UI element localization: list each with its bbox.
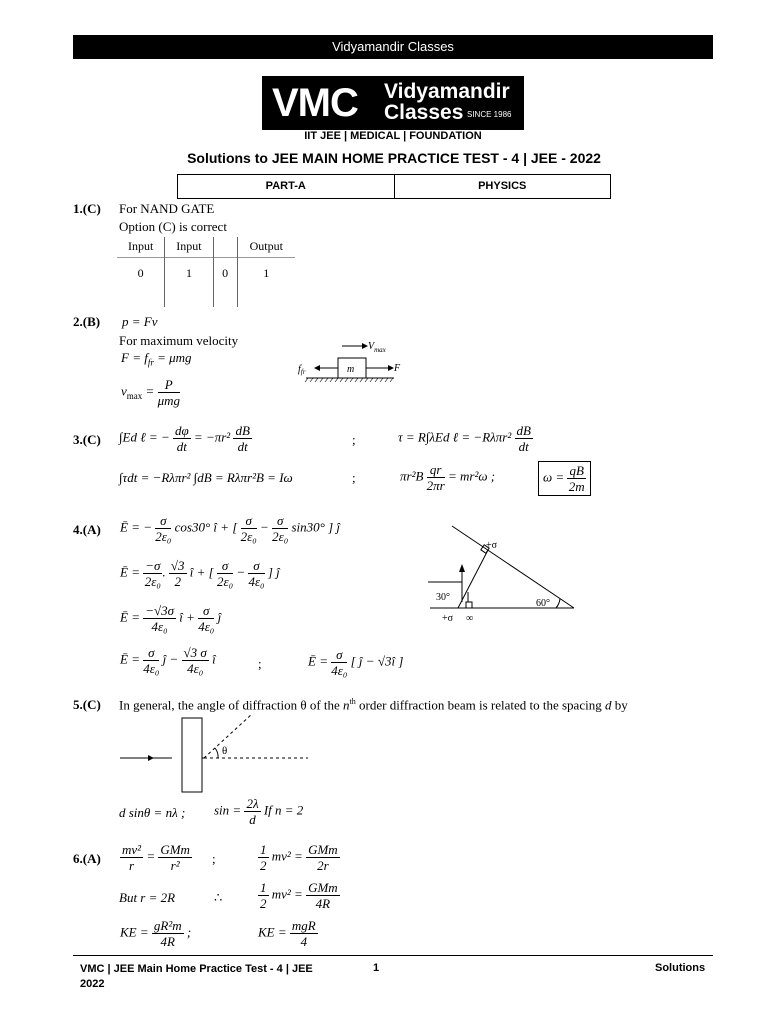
- q1-line1: For NAND GATE: [119, 201, 215, 216]
- q3-eq1: ∫Ed ℓ = − $\frac{d\varphi}{dt}$ = −πr² $\frac{dB}{dt}$: [119, 423, 250, 454]
- logo-line1: Vidyamandir: [384, 80, 510, 103]
- q3-eq3: ∫τdt = −Rλπr² ∫dB = Rλπr²B = Iω: [119, 470, 293, 485]
- q6-semicolon: ;: [212, 851, 216, 866]
- q6-eq1: $\frac{\text{mv²}}{r}$ = $\frac{\text{GMm}}{\text{r²}}$: [122, 842, 190, 873]
- part-table: [177, 174, 611, 199]
- q4-eq1: Ē = − $\frac{\sigma}{\text{2ε₀}}$ cos30° î + [ $\frac{\sigma}{\text{2ε₀}}$ − $\frac{\sigma}{\text{2ε₀}}$ sin30° ] ĵ: [120, 513, 341, 544]
- tt-header: [213, 237, 237, 257]
- fig-30: 30°: [436, 592, 450, 603]
- tt-cell: 0: [117, 257, 165, 307]
- q6-but: But r = 2R: [119, 890, 176, 905]
- truth-table: [117, 237, 295, 307]
- q6-number: 6.(A): [73, 851, 101, 866]
- tt-header: Output: [249, 239, 283, 254]
- q4-semicolon: ;: [258, 656, 262, 671]
- q6-ke2: KE = $\frac{\text{mgR}}{4}$: [258, 918, 316, 949]
- subject-label: PHYSICS: [478, 180, 527, 192]
- q6-eq2: $\frac{1}{2}$ mv² = $\frac{\text{GMm}}{2r}$: [260, 842, 338, 873]
- footer-left: VMC | JEE Main Home Practice Test - 4 | JEE 2022: [80, 963, 313, 990]
- q1-line2: Option (C) is correct: [119, 219, 227, 234]
- q6-therefore: ∴: [214, 890, 223, 905]
- wedge-figure: [418, 522, 578, 626]
- q3-eq2: τ = R∫λEd ℓ = −Rλπr² $\frac{dB}{dt}$: [398, 423, 531, 454]
- q2-number: 2.(B): [73, 314, 101, 329]
- q3-eq4: πr²B $\frac{qr}{2\pi r}$ = mr²ω ;: [400, 462, 496, 493]
- fig-F: F: [394, 363, 401, 374]
- tt-cell: 1: [263, 265, 270, 280]
- q4-eq2: Ē = $\frac{-\sigma}{\text{2ε₀}}$ . $\frac{√3}{2}$ î + [ $\frac{\sigma}{\text{2ε₀}}$ − $\frac{\sigma}{\text{4ε₀}}$ ] ĵ: [120, 558, 280, 589]
- header-bar: Vidyamandir Classes: [73, 35, 713, 59]
- fig-sigma-top: +σ: [486, 540, 498, 551]
- q4-eq3: Ē = $\frac{-√3\sigma}{\text{4ε₀}}$ î + $\frac{\sigma}{\text{4ε₀}}$ ĵ: [120, 603, 222, 634]
- block-figure: [296, 338, 408, 386]
- fig-m: m: [347, 364, 355, 375]
- part-label: PART-A: [178, 175, 395, 198]
- footer-right: Solutions: [655, 962, 706, 974]
- q3-answer-box: ω = $\frac{qB}{2m}$: [538, 461, 591, 496]
- q5-eq2: sin = $\frac{2\lambda}{d}$ If n = 2: [214, 796, 304, 827]
- q5-text: In general, the angle of diffraction θ of the $n^{th}$ order diffraction beam is related to the spacing d by: [119, 697, 628, 713]
- q5-number: 5.(C): [73, 697, 101, 712]
- fig-60: 60°: [536, 598, 550, 609]
- q6-eq3: $\frac{1}{2}$ mv² = $\frac{\text{GMm}}{4R}$: [260, 880, 338, 911]
- q5-eq1: d sinθ = nλ ;: [119, 805, 186, 820]
- logo-vmc: VMC: [272, 81, 358, 125]
- diffraction-figure: [118, 712, 318, 796]
- fig-theta: θ: [222, 745, 228, 757]
- q3-semicolon-2: ;: [352, 470, 356, 485]
- logo-line2: Classes: [384, 101, 464, 124]
- document-title: Solutions to JEE MAIN HOME PRACTICE TEST - 4 | JEE - 2022: [187, 150, 601, 166]
- vmc-logo: [262, 76, 524, 130]
- tt-header: Input: [117, 237, 165, 257]
- fig-infinity: ∞: [466, 613, 474, 624]
- tagline: IIT JEE | MEDICAL | FOUNDATION: [304, 130, 482, 142]
- q4-eq5: Ē = $\frac{\sigma}{\text{4ε₀}}$ [ ĵ − √3î ]: [308, 647, 404, 678]
- q2-vmax: $v_{max}$ = $\frac{P}{\text{μmg}}$: [121, 377, 180, 408]
- q2-eq1: p = Fv: [122, 314, 158, 329]
- q1-number: 1.(C): [73, 201, 101, 216]
- q3-semicolon-1: ;: [352, 432, 356, 447]
- q3-number: 3.(C): [73, 432, 101, 447]
- q6-ke1: KE = $\frac{\text{gR²m}}{4R}$ ;: [120, 918, 192, 949]
- logo-since: SINCE 1986: [467, 110, 512, 119]
- tt-cell: 0: [213, 257, 237, 307]
- tt-header: Input: [165, 237, 213, 257]
- footer-rule: [73, 955, 713, 956]
- svg-text:Vmax: $V_{max}$: [368, 341, 386, 354]
- svg-text:ffr: $f_{fr}$: [298, 364, 306, 376]
- tt-cell: 1: [165, 257, 213, 307]
- q4-eq4: Ē = $\frac{\sigma}{\text{4ε₀}}$ ĵ − $\frac{√3 \sigma}{\text{4ε₀}}$ î: [120, 645, 216, 676]
- fig-sigma-bottom: +σ: [442, 613, 454, 624]
- footer-page-number: 1: [373, 962, 380, 974]
- q4-number: 4.(A): [73, 522, 101, 537]
- q2-text: For maximum velocity: [119, 333, 239, 348]
- q2-eq2: $F = f_{fr} = \mu mg$: [121, 350, 192, 368]
